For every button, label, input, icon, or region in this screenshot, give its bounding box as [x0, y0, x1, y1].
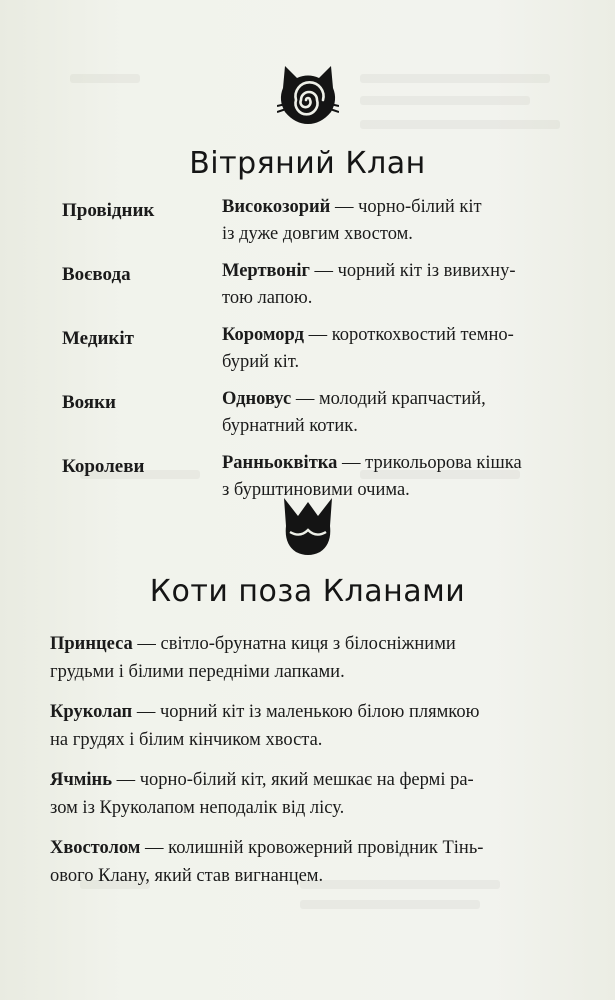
roster-row-leader	[62, 194, 572, 248]
description-text: з бурштиновими очима.	[222, 480, 410, 500]
outsider-entry	[50, 698, 570, 754]
description-text: бурнатний котик.	[222, 416, 358, 436]
roster-row-medicine-cat	[62, 322, 572, 376]
description-text: — колишній кровожерний провідник Тінь-	[140, 838, 484, 858]
outsider-entry	[50, 630, 570, 686]
role-description	[222, 386, 572, 440]
bleed-through	[70, 74, 140, 83]
role-label: Провідник	[62, 200, 155, 221]
description-text: — чорний кіт із вивихну-	[309, 261, 516, 281]
wind-clan-title: Вітряний Клан	[189, 146, 426, 181]
wind-clan-emblem	[277, 62, 339, 126]
bleed-through	[360, 74, 550, 83]
role-label: Медикіт	[62, 328, 134, 349]
cat-name: Хвостолом	[50, 838, 141, 858]
cat-name: Короморд	[222, 325, 304, 345]
description-text: — чорно-білий кіт	[330, 197, 482, 217]
cat-name: Мертвоніг	[222, 261, 310, 281]
description-text: ового Клану, який став вигнанцем.	[50, 866, 324, 886]
description-text: грудьми і білими передніми лапками.	[50, 662, 345, 682]
role-label: Вояки	[62, 392, 116, 413]
description-text: на грудях і білим кінчиком хвоста.	[50, 730, 323, 750]
description-text: із дуже довгим хвостом.	[222, 224, 413, 244]
description-text: зом із Круколапом неподалік від лісу.	[50, 798, 345, 818]
wind-clan-spiral-cat-icon	[277, 62, 339, 126]
roster-row-warriors	[62, 386, 572, 440]
cat-name: Принцеса	[50, 634, 133, 654]
cat-name: Високозорий	[222, 197, 331, 217]
role-description	[222, 194, 572, 248]
outsiders-list	[50, 630, 570, 902]
cat-name: Ранньоквітка	[222, 453, 338, 473]
outsider-cat-head-icon	[280, 496, 336, 558]
role-label: Воєвода	[62, 264, 131, 285]
role-description	[222, 322, 572, 376]
description-text: тою лапою.	[222, 288, 313, 308]
outsider-entry	[50, 834, 570, 890]
cat-name: Одновус	[222, 389, 292, 409]
description-text: — молодий крапчастий,	[291, 389, 486, 409]
role-description	[222, 258, 572, 312]
roster-row-deputy	[62, 258, 572, 312]
description-text: — чорно-білий кіт, який мешкає на фермі ра-	[111, 770, 474, 790]
role-description	[222, 450, 572, 504]
wind-clan-roster	[62, 194, 572, 514]
description-text: — світло-брунатна киця з білосніжними	[132, 634, 456, 654]
description-text: бурий кіт.	[222, 352, 300, 372]
cat-name: Круколап	[50, 702, 133, 722]
outsiders-title: Коти поза Кланами	[149, 574, 466, 609]
cat-name: Ячмінь	[50, 770, 112, 790]
description-text: — короткохвостий темно-	[303, 325, 514, 345]
outsider-entry	[50, 766, 570, 822]
bleed-through	[360, 96, 530, 105]
description-text: — трикольорова кішка	[337, 453, 522, 473]
description-text: — чорний кіт із маленькою білою плямкою	[132, 702, 480, 722]
outsiders-emblem	[280, 496, 336, 558]
role-label: Королеви	[62, 456, 145, 477]
bleed-through	[360, 120, 560, 129]
